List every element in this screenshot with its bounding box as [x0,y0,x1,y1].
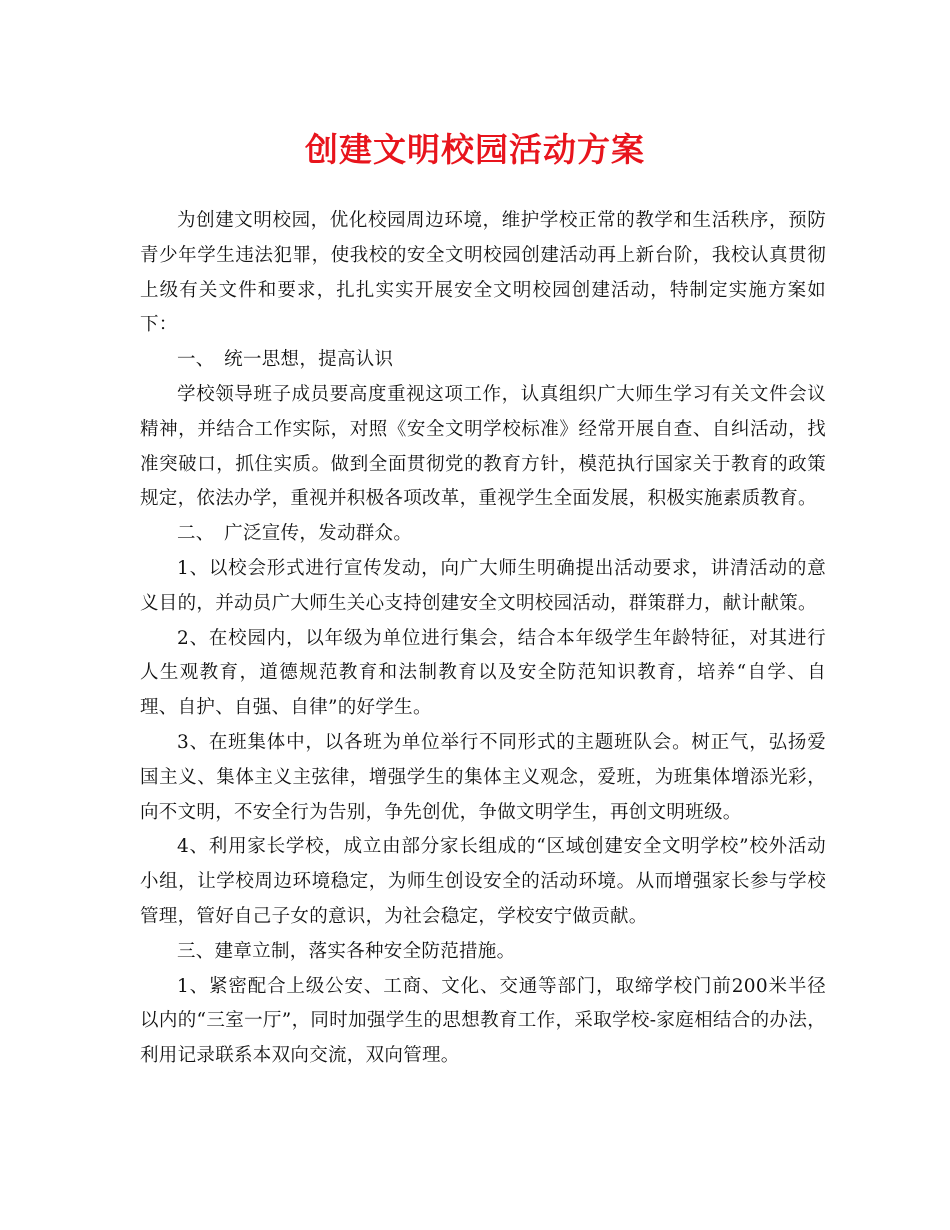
section-2-item-3: 3、在班集体中，以各班为单位举行不同形式的主题班队会。树正气，弘扬爱国主义、集体主义主弦律，增强学生的集体主义观念，爱班，为班集体增添光彩，向不文明，不安全行为告别，争先创优，争做文明学生，再创文明班级。 [140,731,826,823]
section-1-paragraph: 学校领导班子成员要高度重视这项工作，认真组织广大师生学习有关文件会议精神，并结合工作实际，对照《安全文明学校标准》经常开展自查、自纠活动，找准突破口，抓住实质。做到全面贯彻党的教育方针，模范执行国家关于教育的政策规定，依法办学，重视并积极各项改革，重视学生全面发展，积极实施素质教育。 [140,383,826,510]
intro-paragraph: 为创建文明校园，优化校园周边环境，维护学校正常的教学和生活秩序，预防青少年学生违法犯罪，使我校的安全文明校园创建活动再上新台阶，我校认真贯彻上级有关文件和要求，扎扎实实开展安全文明校园创建活动，特制定实施方案如下： [140,210,826,336]
document-title: 创建文明校园活动方案 [305,130,645,169]
section-2-item-4: 4、利用家长学校，成立由部分家长组成的“区域创建安全文明学校”校外活动小组，让学校周边环境稳定，为师生创设安全的活动环境。从而增强家长参与学校管理，管好自己子女的意识，为社会稳定，学校安宁做贡献。 [140,836,826,927]
document-body [140,204,826,1074]
section-3-item-1: 1、紧密配合上级公安、工商、文化、交通等部门，取缔学校门前200米半径以内的“三室一厅”，同时加强学生的思想教育工作，采取学校-家庭相结合的办法，利用记录联系本双向交流，双向管理。 [140,975,826,1067]
section-2-item-1: 1、以校会形式进行宣传发动，向广大师生明确提出活动要求，讲清活动的意义目的，并动员广大师生关心支持创建安全文明校园活动，群策群力，献计献策。 [140,557,826,614]
section-heading-2: 二、 广泛宣传，发动群众。 [177,523,413,545]
section-2-item-2: 2、在校园内，以年级为单位进行集会，结合本年级学生年龄特征，对其进行人生观教育，道德规范教育和法制教育以及安全防范知识教育，培养“自学、自理、自护、自强、自律”的好学生。 [140,627,826,719]
section-heading-1: 一、 统一思想，提高认识 [177,349,394,371]
section-heading-3: 三、建章立制，落实各种安全防范措施。 [177,940,516,962]
